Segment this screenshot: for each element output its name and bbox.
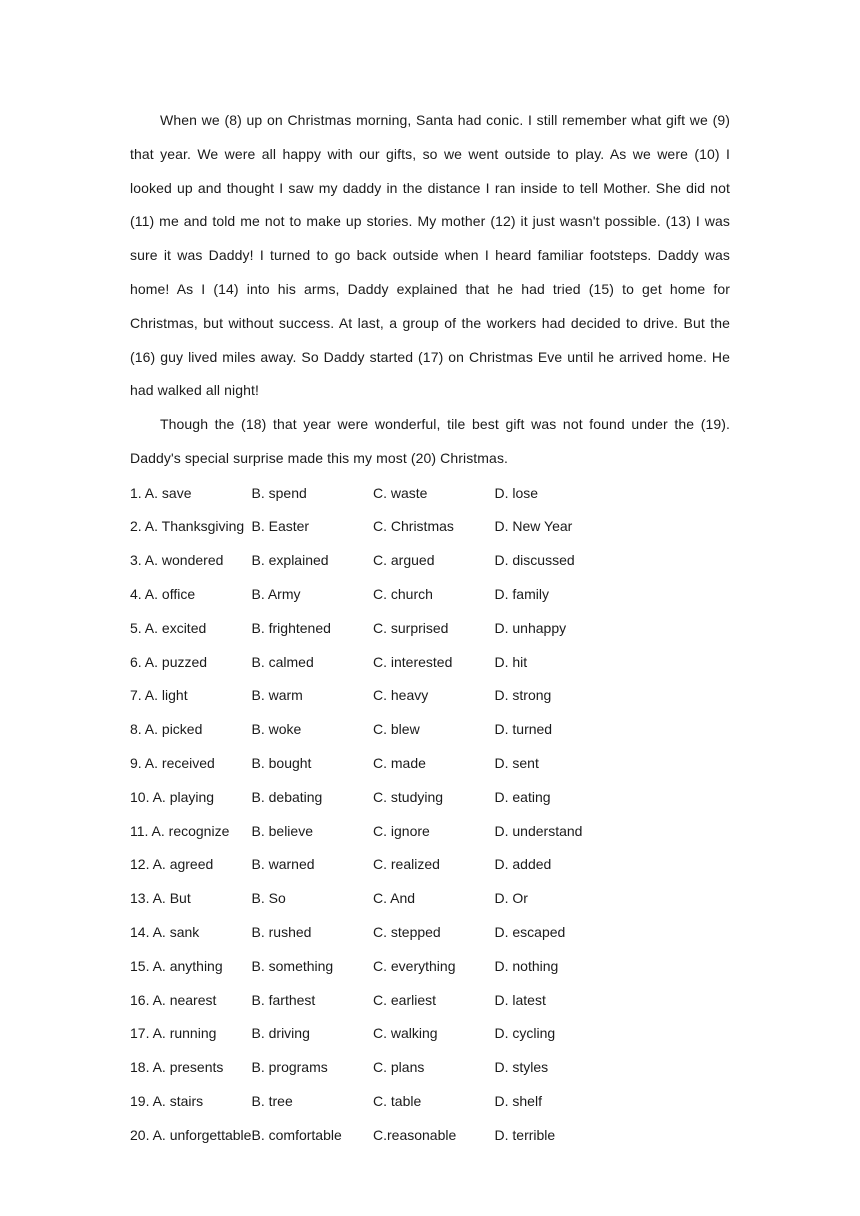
question-row — [130, 712, 730, 746]
option-d: D. cycling — [494, 1025, 556, 1042]
option-a: 20. A. unforgettable — [130, 1126, 252, 1143]
option-c: C. everything — [373, 957, 456, 974]
document-page — [130, 104, 730, 1152]
option-c: C. And — [373, 890, 416, 907]
question-row — [130, 983, 730, 1017]
option-d: D. Or — [494, 890, 528, 907]
option-d: D. sent — [494, 755, 539, 772]
question-row — [130, 679, 730, 713]
option-a: 5. A. excited — [130, 619, 207, 636]
option-b: B. rushed — [251, 924, 312, 941]
option-a: 13. A. But — [130, 890, 191, 907]
option-d: D. latest — [494, 991, 546, 1008]
option-b: B. woke — [251, 721, 302, 738]
question-row — [130, 510, 730, 544]
option-c: C. table — [373, 1093, 422, 1109]
option-b: B. debating — [251, 788, 323, 805]
option-a: 2. A. Thanksgiving — [130, 518, 245, 535]
option-d: D. unhappy — [494, 619, 567, 636]
option-a: 3. A. wondered — [130, 552, 224, 569]
option-b: B. warned — [251, 856, 315, 873]
option-c: C. interested — [373, 653, 453, 670]
passage-paragraph-1: When we (8) up on Christmas morning, Santa had conic. I still remember what gift we (9) that year. We were all happy with our gifts, so we went outside to play. As we were (10) I looked up and thought I saw my daddy in the distance I ran inside to tell Mother. She did not (11) me and told me not to make up stories. My mother (12) it just wasn't possible. (13) I was sure it was Daddy! I turned to go back outside when I heard familiar footsteps. Daddy was home! As I (14) into his arms, Daddy explained that he had tried (15) to get home for Christmas, but without success. At last, a group of the workers had decided to drive. But the (16) guy lived miles away. So Daddy started (17) on Christmas Eve until he arrived home. He had walked all night! — [130, 112, 730, 399]
option-b: B. warm — [251, 687, 303, 704]
option-c: C. waste — [373, 484, 428, 501]
option-c: C. walking — [373, 1025, 438, 1042]
option-d: D. escaped — [494, 924, 566, 941]
option-d: D. styles — [494, 1059, 549, 1076]
option-c: C. church — [373, 586, 433, 603]
option-d: D. terrible — [494, 1126, 556, 1143]
option-b: B. something — [251, 957, 334, 974]
option-d: D. New Year — [494, 518, 573, 535]
question-options-list — [130, 476, 730, 1152]
option-b: B. comfortable — [251, 1126, 342, 1143]
question-row — [130, 848, 730, 882]
option-b: B. So — [251, 890, 286, 907]
question-row — [130, 1017, 730, 1051]
question-row — [130, 543, 730, 577]
option-c: C. plans — [373, 1059, 425, 1076]
option-a: 11. A. recognize — [130, 822, 230, 839]
question-row — [130, 1118, 730, 1152]
option-d: D. added — [494, 856, 552, 873]
option-b: B. Easter — [251, 518, 310, 535]
option-b: B. farthest — [251, 991, 316, 1008]
option-a: 18. A. presents — [130, 1059, 224, 1076]
question-row — [130, 1084, 730, 1118]
option-d: D. nothing — [494, 957, 559, 974]
option-d: D. lose — [494, 484, 539, 501]
option-c: C.reasonable — [373, 1126, 457, 1143]
option-c: C. studying — [373, 788, 444, 805]
question-row — [130, 1050, 730, 1084]
option-b: B. spend — [251, 484, 307, 501]
question-row — [130, 949, 730, 983]
option-d: D. understand — [494, 822, 583, 839]
option-b: B. explained — [251, 552, 329, 569]
question-row — [130, 746, 730, 780]
question-row — [130, 780, 730, 814]
option-a: 6. A. puzzed — [130, 653, 208, 670]
option-d: D. hit — [494, 653, 528, 670]
question-row — [130, 577, 730, 611]
question-row — [130, 645, 730, 679]
option-b: B. Army — [251, 586, 301, 603]
question-row — [130, 611, 730, 645]
option-a: 14. A. sank — [130, 924, 200, 941]
option-b: B. calmed — [251, 653, 314, 670]
option-b: B. driving — [251, 1025, 310, 1042]
option-a: 4. A. office — [130, 586, 196, 603]
option-c: C. made — [373, 755, 426, 772]
option-c: C. surprised — [373, 619, 449, 636]
option-c: C. blew — [373, 721, 420, 738]
option-d: D. turned — [494, 721, 553, 738]
option-a: 8. A. picked — [130, 721, 203, 738]
option-b: B. bought — [251, 755, 312, 772]
option-a: 16. A. nearest — [130, 991, 217, 1008]
option-c: C. heavy — [373, 687, 429, 704]
option-b: B. frightened — [251, 619, 331, 636]
option-a: 1. A. save — [130, 484, 192, 501]
option-d: D. shelf — [494, 1093, 542, 1109]
question-row — [130, 814, 730, 848]
option-a: 15. A. anything — [130, 957, 223, 974]
option-d: D. discussed — [494, 552, 575, 569]
question-row — [130, 476, 730, 510]
option-d: D. strong — [494, 687, 552, 704]
option-c: C. earliest — [373, 991, 437, 1008]
option-d: D. family — [494, 586, 549, 603]
option-c: C. Christmas — [373, 518, 454, 535]
option-c: C. ignore — [373, 822, 430, 839]
option-c: C. argued — [373, 552, 435, 569]
question-row — [130, 881, 730, 915]
option-a: 7. A. light — [130, 687, 188, 704]
option-b: B. tree — [251, 1093, 293, 1109]
option-a: 10. A. playing — [130, 788, 215, 805]
option-a: 19. A. stairs — [130, 1093, 204, 1109]
option-b: B. believe — [251, 822, 313, 839]
option-a: 12. A. agreed — [130, 856, 214, 873]
option-a: 17. A. running — [130, 1025, 217, 1042]
option-c: C. realized — [373, 856, 440, 873]
question-row — [130, 915, 730, 949]
option-b: B. programs — [251, 1059, 328, 1076]
option-d: D. eating — [494, 788, 551, 805]
option-a: 9. A. received — [130, 755, 215, 772]
option-c: C. stepped — [373, 924, 441, 941]
passage-paragraph-2: Though the (18) that year were wonderful, tile best gift was not found under the (19). Daddy's special surprise made this my most (20) Christmas. — [130, 416, 730, 466]
